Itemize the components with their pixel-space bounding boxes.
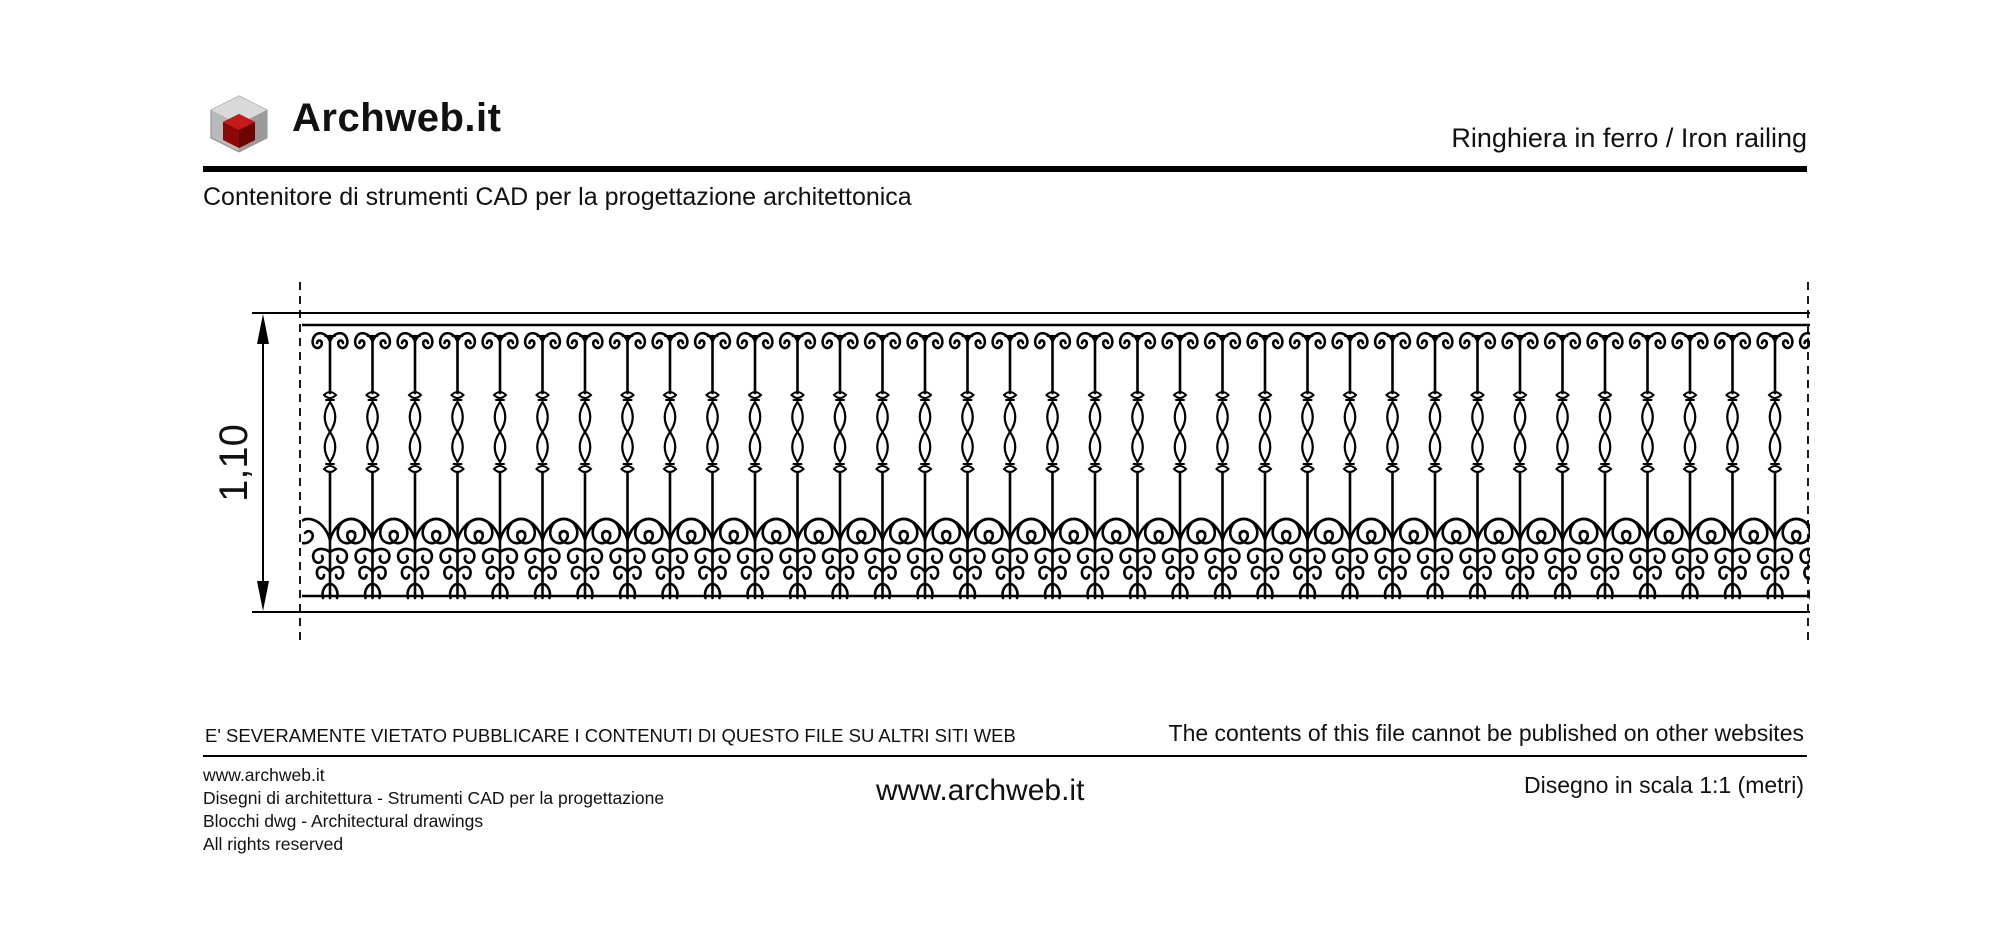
baluster-28 (1485, 333, 1555, 598)
baluster-30 (1570, 333, 1640, 598)
baluster-21 (1188, 333, 1258, 598)
baluster-34 (1740, 333, 1810, 598)
baluster-7 (593, 333, 663, 598)
railing-balusters (295, 333, 1820, 598)
baluster-15 (933, 333, 1003, 598)
baluster-23 (1273, 333, 1343, 598)
baluster-32 (1655, 333, 1725, 598)
baluster-5 (508, 333, 578, 598)
baluster-20 (1145, 333, 1215, 598)
drawing-title: Ringhiera in ferro / Iron railing (1451, 123, 1807, 153)
baluster-10 (720, 333, 790, 598)
baluster-25 (1358, 333, 1428, 598)
baluster-1 (338, 333, 408, 598)
baluster-12 (805, 333, 875, 598)
baluster-24 (1315, 333, 1385, 598)
baluster-8 (635, 333, 705, 598)
baluster-16 (975, 333, 1045, 598)
baluster-18 (1060, 333, 1130, 598)
footer-line-drawings: Disegni di architettura - Strumenti CAD per la progettazione (203, 788, 665, 808)
baluster-9 (678, 333, 748, 598)
dimension-height-label: 1,10 (212, 424, 256, 502)
baluster-26 (1400, 333, 1470, 598)
footer-line-blocks: Blocchi dwg - Architectural drawings (203, 811, 484, 831)
baluster-22 (1230, 333, 1300, 598)
baluster-14 (890, 333, 960, 598)
baluster-6 (550, 333, 620, 598)
footer-divider (203, 755, 1807, 757)
archweb-logo-cube-icon (207, 92, 271, 156)
footer-line-rights: All rights reserved (203, 834, 344, 854)
footer-url: www.archweb.it (876, 774, 1085, 807)
warning-english: The contents of this file cannot be published on other websites (1168, 720, 1804, 746)
baluster-3 (423, 333, 493, 598)
baluster-27 (1443, 333, 1513, 598)
baluster-33 (1698, 333, 1768, 598)
baluster-17 (1018, 333, 1088, 598)
baluster-2 (380, 333, 450, 598)
iron-railing-elevation-drawing (200, 270, 1820, 660)
brand-name: Archweb.it (292, 96, 502, 140)
drawing-scale: Disegno in scala 1:1 (metri) (1524, 772, 1804, 798)
baluster-11 (763, 333, 833, 598)
warning-italian: E' SEVERAMENTE VIETATO PUBBLICARE I CONTENUTI DI QUESTO FILE SU ALTRI SITI WEB (205, 725, 1016, 746)
baluster-29 (1528, 333, 1598, 598)
header-divider (203, 166, 1807, 172)
site-subtitle: Contenitore di strumenti CAD per la progettazione architettonica (203, 183, 912, 211)
baluster-35 (1783, 333, 1820, 598)
baluster-19 (1103, 333, 1173, 598)
footer-line-website: www.archweb.it (203, 765, 325, 785)
baluster-0 (295, 333, 365, 598)
baluster-4 (465, 333, 535, 598)
baluster-31 (1613, 333, 1683, 598)
baluster-13 (848, 333, 918, 598)
